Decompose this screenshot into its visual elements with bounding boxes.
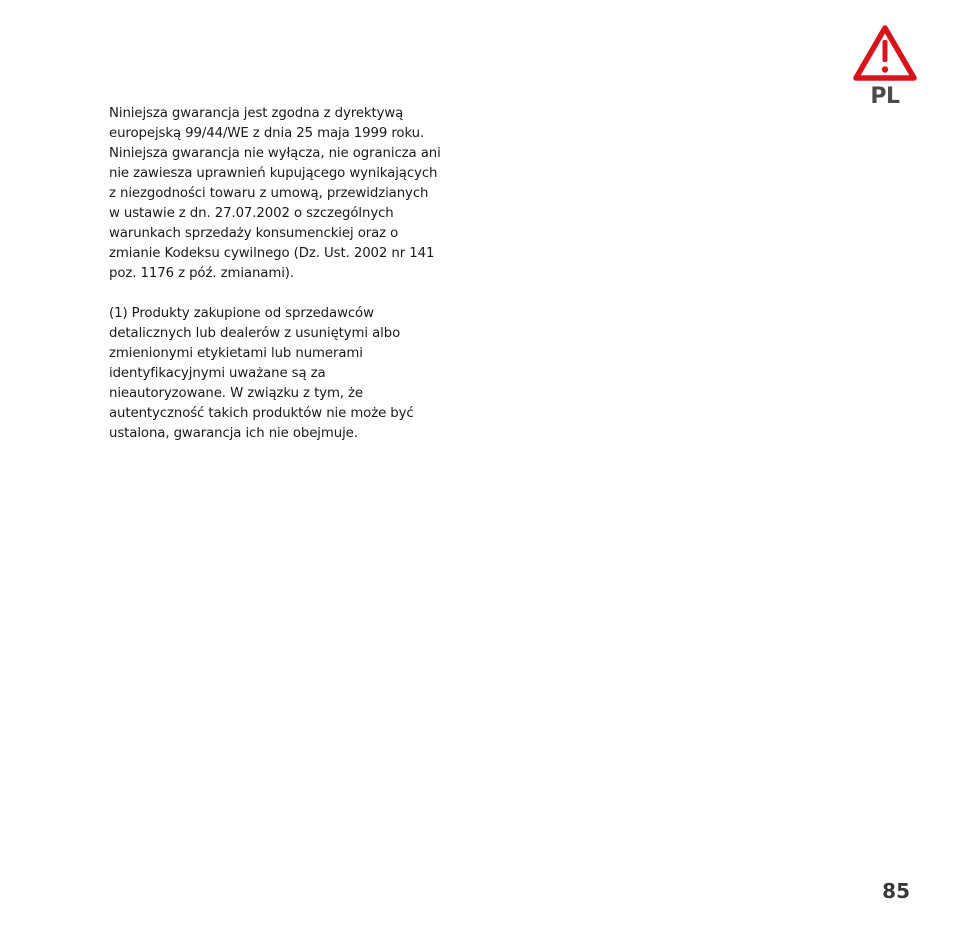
paragraph-line: (1) Produkty zakupione od sprzedawców (109, 306, 374, 321)
warning-triangle-icon (852, 24, 918, 82)
paragraph-line: identyfikacyjnymi uważane są za (109, 366, 326, 381)
warranty-text-column (109, 104, 469, 444)
paragraph-line: w ustawie z dn. 27.07.2002 o szczególnych (109, 206, 394, 221)
paragraph-line: Niniejsza gwarancja nie wyłącza, nie ogranicza ani (109, 146, 441, 161)
language-code: PL (870, 84, 900, 109)
page-number: 85 (882, 879, 910, 903)
paragraph-line: z niezgodności towaru z umową, przewidzianych (109, 186, 429, 201)
paragraph-line: ustalona, gwarancja ich nie obejmuje. (109, 426, 358, 441)
paragraph-line: Niniejsza gwarancja jest zgodna z dyrektywą (109, 106, 404, 121)
paragraph-line: poz. 1176 z póź. zmianami). (109, 266, 295, 281)
unauthorized-products-paragraph (109, 304, 469, 444)
paragraph-line: europejską 99/44/WE z dnia 25 maja 1999 roku. (109, 126, 425, 141)
paragraph-line: detalicznych lub dealerów z usuniętymi albo (109, 326, 401, 341)
warranty-directive-paragraph (109, 104, 469, 284)
paragraph-line: nie zawiesza uprawnień kupującego wynikających (109, 166, 438, 181)
language-marker (852, 24, 918, 114)
paragraph-line: warunkach sprzedaży konsumenckiej oraz o (109, 226, 399, 241)
paragraph-line: zmianie Kodeksu cywilnego (Dz. Ust. 2002 nr 141 (109, 246, 435, 261)
paragraph-line: autentyczność takich produktów nie może być (109, 406, 414, 421)
paragraph-line: nieautoryzowane. W związku z tym, że (109, 386, 364, 401)
paragraph-line: zmienionymi etykietami lub numerami (109, 346, 363, 361)
